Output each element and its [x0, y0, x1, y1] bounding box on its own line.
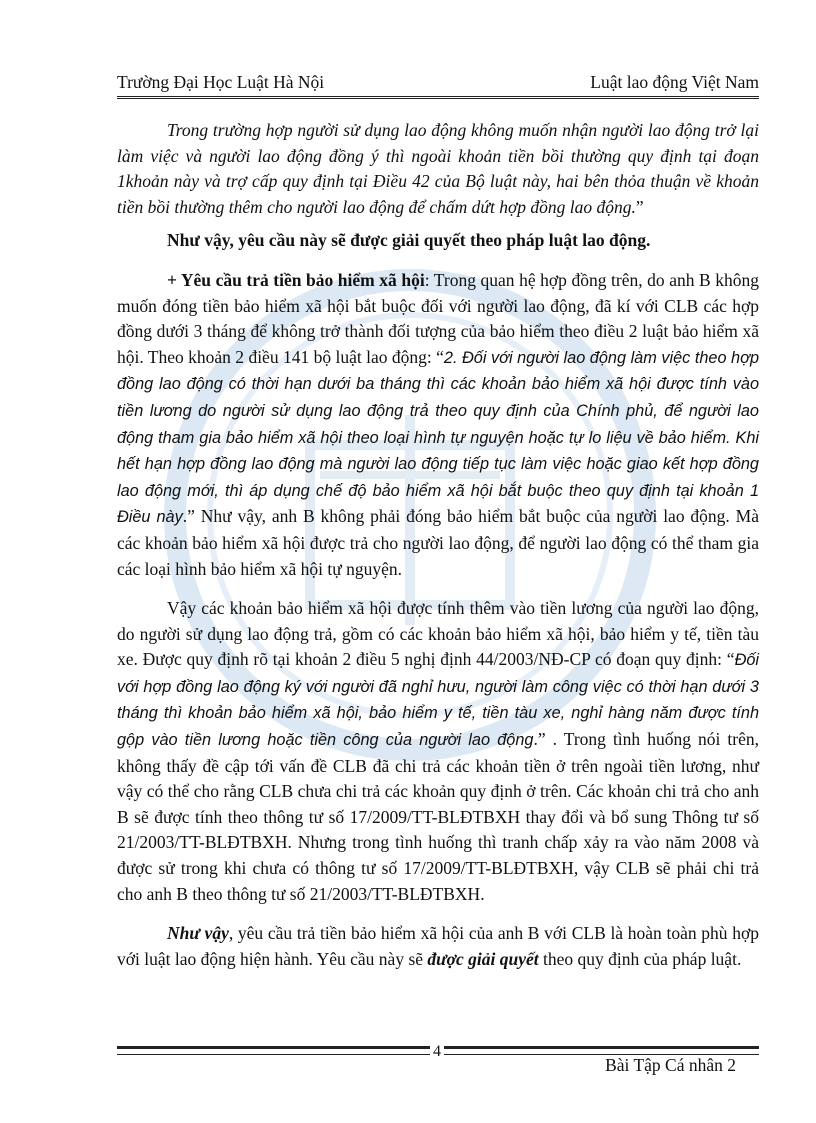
conclusion-paragraph-2: Như vậy, yêu cầu trả tiền bảo hiểm xã hội của anh B với CLB là hoàn toàn phù hợp với luật lao động hiện hành. Yêu cầu này sẽ được giải quyết theo quy định của pháp luật. — [117, 923, 760, 969]
header-school: Trường Đại Học Luật Hà Nội — [117, 72, 325, 92]
page-number: 4 — [430, 1043, 444, 1061]
header-subject: Luật lao động Việt Nam — [590, 72, 759, 92]
conclusion-paragraph-1: Như vậy, yêu cầu này sẽ được giải quyết theo pháp luật lao động. — [167, 230, 651, 251]
page-header — [117, 72, 759, 99]
insurance-paragraph: + Yêu cầu trả tiền bảo hiểm xã hội: Trong quan hệ hợp đồng trên, do anh B không muốn đóng tiền bảo hiểm xã hội bắt buộc đối với người lao động, đã kí với CLB các hợp đồng dưới 3 tháng để không trở thành đối tượng của bảo hiểm theo điều 2 luật bảo hiểm xã hội. Theo khoản 2 điều 141 bộ luật lao động: “2. Đối với người lao động làm việc theo hợp đồng lao động có thời hạn dưới ba tháng thì các khoản bảo hiểm xã hội được tính vào tiền lương do người sử dụng lao động trả theo quy định của Chính phủ, để người lao động tham gia bảo hiểm xã hội theo loại hình tự nguyện hoặc tự lo liệu về bảo hiểm. Khi hết hạn hợp đồng lao động mà người lao động tiếp tục làm việc hoặc giao kết hợp đồng lao động mới, thì áp dụng chế độ bảo hiểm xã hội bắt buộc theo quy định tại khoản 1 Điều này.” Như vậy, anh B không phải đóng bảo hiểm bắt buộc của người lao động. Mà các khoản bảo hiểm xã hội được trả cho người lao động, để người lao động có thể tham gia các loại hình bảo hiểm xã hội tự nguyện. — [117, 269, 759, 579]
footer-title: Bài Tập Cá nhân 2 — [605, 1055, 736, 1075]
document-body — [117, 118, 759, 972]
quote-paragraph: Trong trường hợp người sử dụng lao động không muốn nhận người lao động trở lại làm việc và người lao động đồng ý thì ngoài khoản tiền bồi thường quy định tại đoạn 1khoản này và trợ cấp quy định tại Điều 42 của Bộ luật này, hai bên thỏa thuận về khoản tiền bồi thường thêm cho người lao động để chấm dứt hợp đồng lao động.” — [117, 120, 759, 217]
benefits-paragraph: Vậy các khoản bảo hiểm xã hội được tính thêm vào tiền lương của người lao động, do người sử dụng lao động trả, gồm có các khoản bảo hiểm xã hội, bảo hiểm y tế, tiền tàu xe. Được quy định rõ tại khoản 2 điều 5 nghị định 44/2003/NĐ-CP có đoạn quy định: “Đối với hợp đồng lao động ký với người đã nghỉ hưu, người làm công việc có thời hạn dưới 3 tháng thì khoản bảo hiểm xã hội, bảo hiểm y tế, tiền tàu xe, nghỉ hàng năm được tính gộp vào tiền lương hoặc tiền công của người lao động.” . Trong tình huống nói trên, không thấy đề cập tới vấn đề CLB đã chi trả các khoản tiền ở trên ngoài tiền lương, như vậy có thể cho rằng CLB chưa chi trả các khoản quy định ở trên. Các khoản chi trả cho anh B sẽ được tính theo thông tư số 17/2009/TT-BLĐTBXH thay đổi và bổ sung Thông tư số 21/2003/TT-BLĐTBXH. Nhưng trong tình huống thì tranh chấp xảy ra vào năm 2008 và được sử trong khi chưa có thông tư số 17/2009/TT-BLĐTBXH, vậy CLB sẽ phải chi trả cho anh B theo thông tư số 21/2003/TT-BLĐTBXH. — [117, 598, 759, 904]
